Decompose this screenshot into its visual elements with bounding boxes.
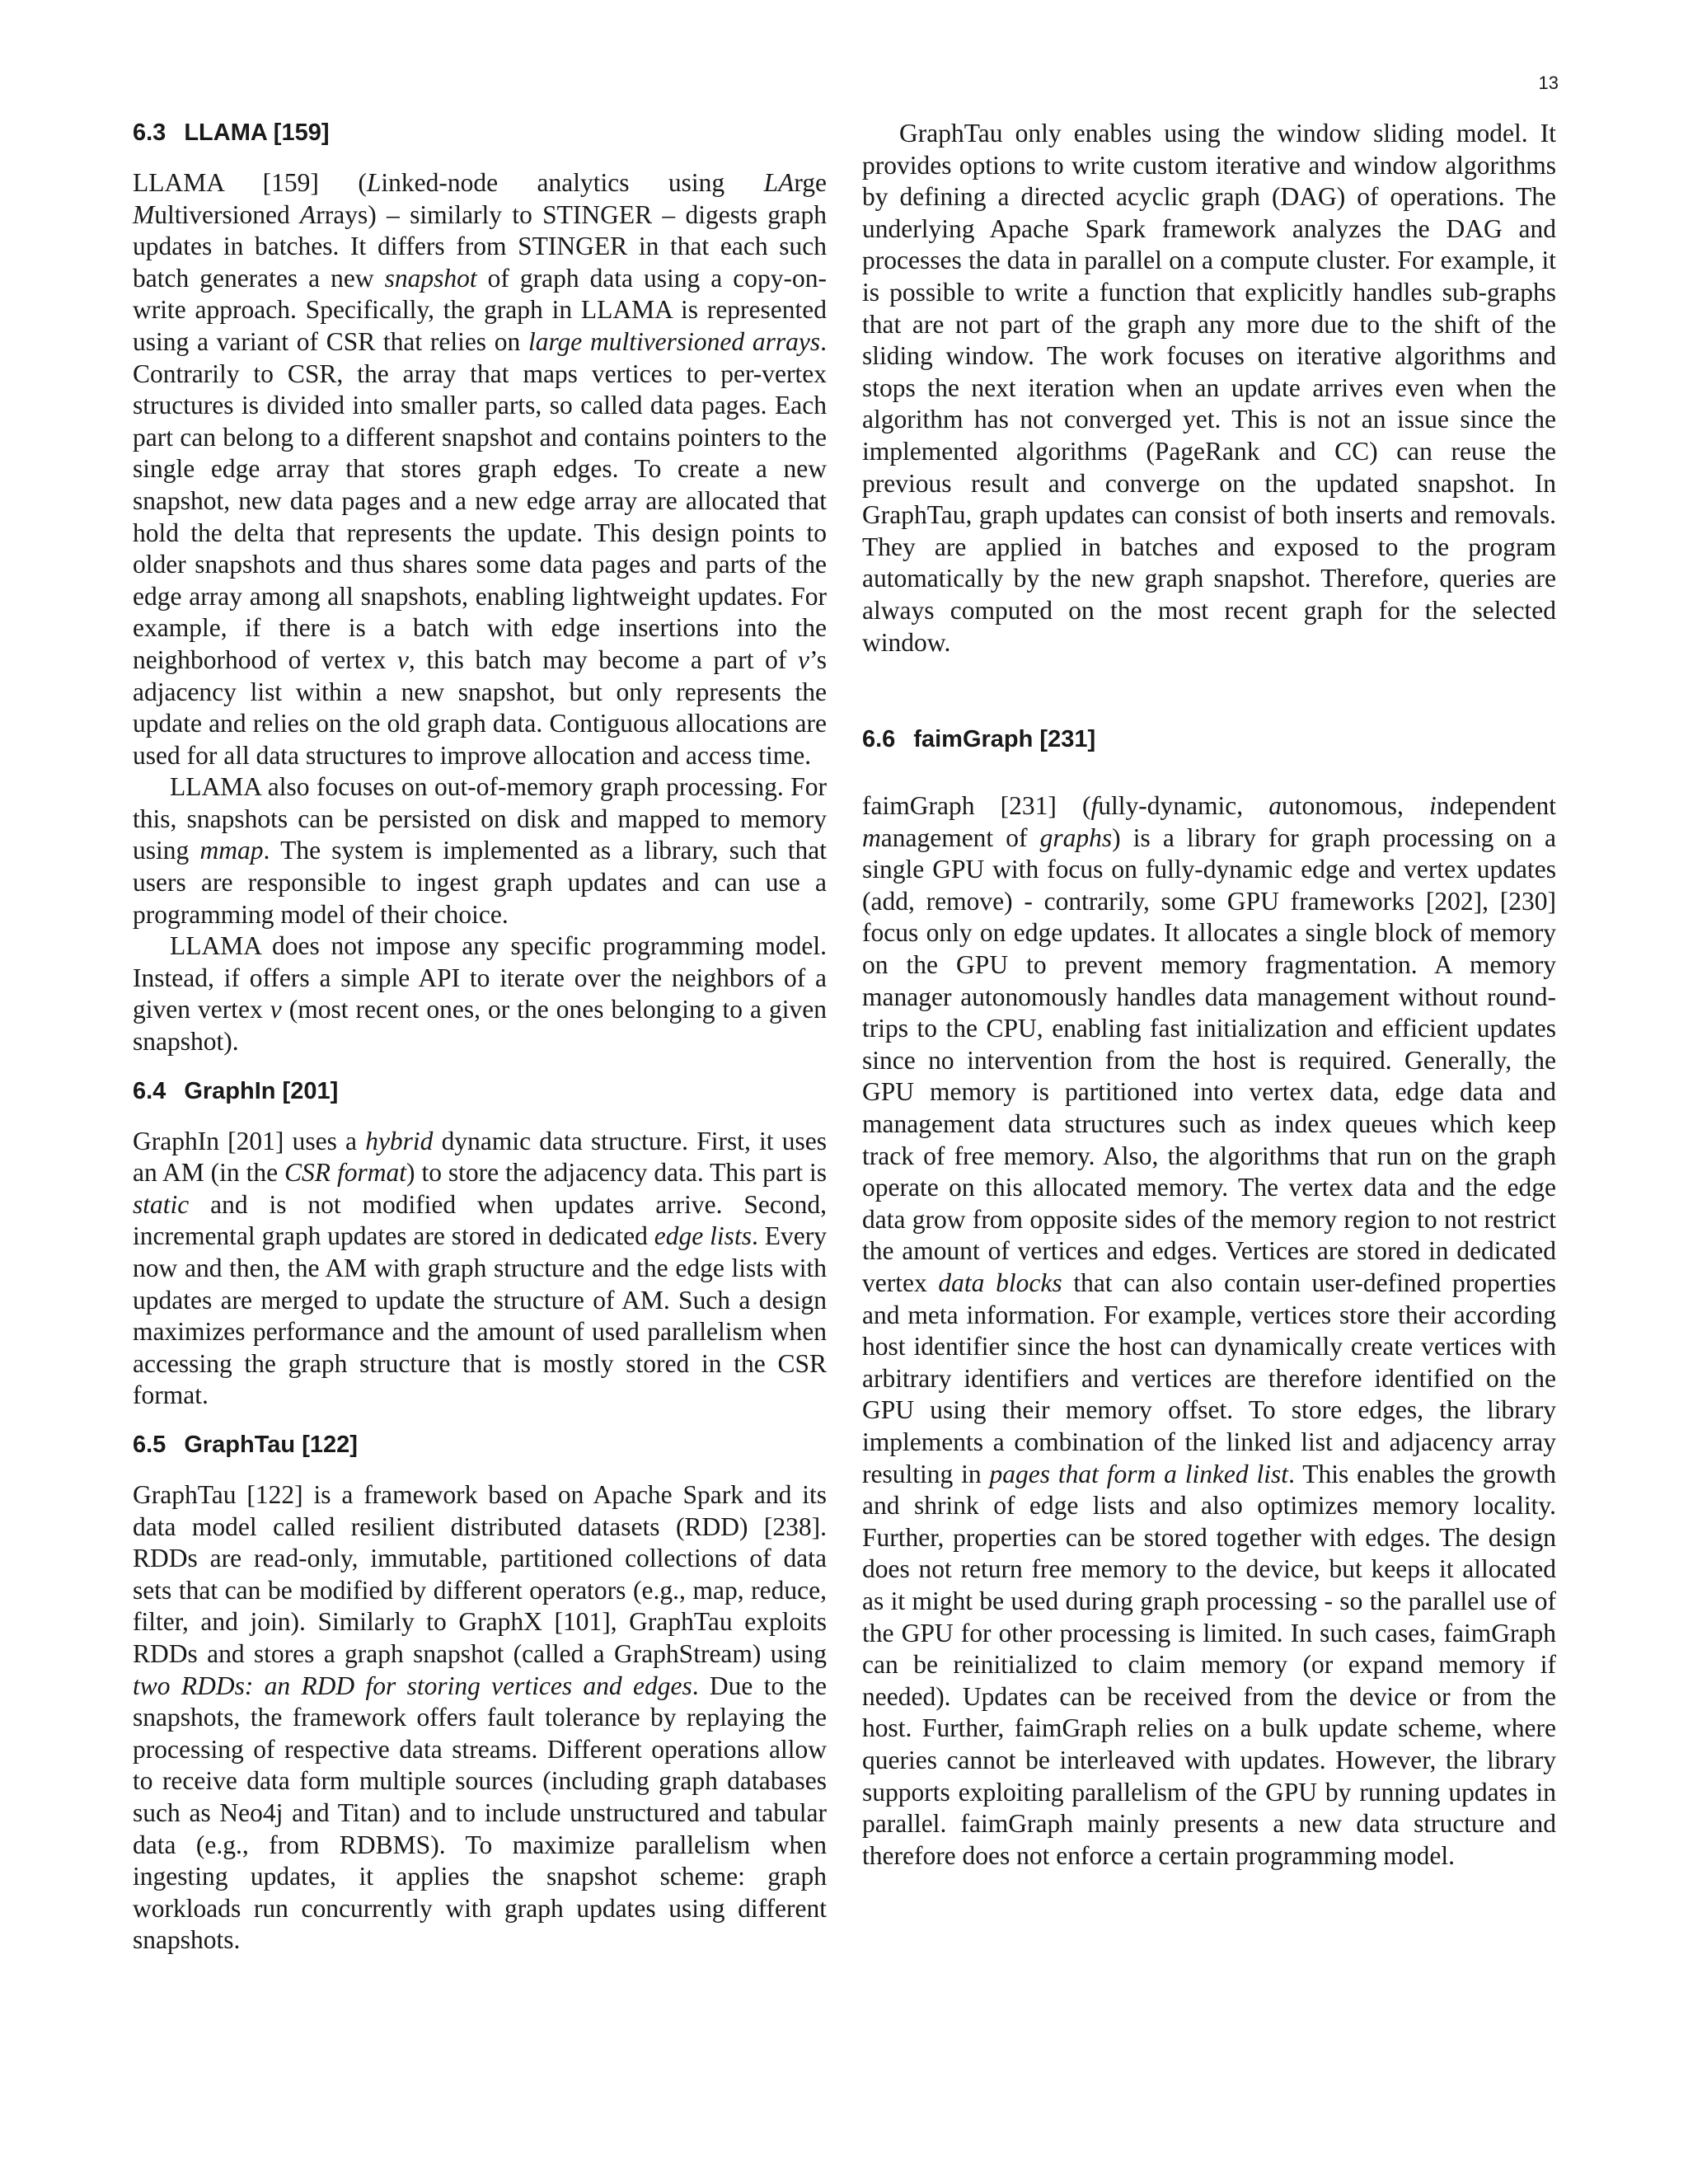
section-number: 6.6 (862, 726, 896, 753)
section-number: 6.4 (133, 1077, 166, 1104)
paragraph: faimGraph [231] (fully-dynamic, autonomous, independent management of graphs) is a library for graph processing on a single GPU with focus on fully-dynamic edge and vertex updates (add, remove) - contrarily, some GPU frameworks [202], [230] focus only on edge updates. It allocates a single block of memory on the GPU to prevent memory fragmentation. A memory manager autonomously handles data management without round-trips to the CPU, enabling fast initialization and efficient updates since no intervention from the host is required. Generally, the GPU memory is partitioned into vertex data, edge data and management data structures such as index queues which keep track of free memory. Also, the algorithms that run on the graph operate on this allocated memory. The vertex data and the edge data grow from opposite sides of the memory region to not restrict the amount of vertices and edges. Vertices are stored in dedicated vertex data blocks that can also contain user-defined properties and meta information. For example, vertices store their according host identifier since the host can dynamically create vertices with arbitrary identifiers and vertices are therefore identified on the GPU using their memory offset. To store edges, the library implements a combination of the linked list and adjacency array resulting in pages that form a linked list. This enables the growth and shrink of edge lists and also optimizes memory locality. Further, properties can be stored together with edges. The design does not return free memory to the device, but keeps it allocated as it might be used during graph processing - so the parallel use of the GPU for other processing is limited. In such cases, faimGraph can be reinitialized to claim memory (or expand memory if needed). Updates can be received from the device or from the host. Further, faimGraph relies on a bulk update scheme, where queries cannot be interleaved with updates. However, the library supports exploiting parallelism of the GPU by running updates in parallel. faimGraph mainly presents a new data structure and therefore does not enforce a certain programming model. (862, 791, 1557, 1870)
right-column (862, 118, 1556, 1872)
section-heading-graphin (133, 1076, 827, 1106)
paragraph: LLAMA also focuses on out-of-memory graph processing. For this, snapshots can be persisted on disk and mapped to memory using mmap. The system is implemented as a library, such that users are responsible to ingest graph updates and can use a programming model of their choice. (133, 772, 827, 929)
section-title: GraphTau [122] (184, 1431, 358, 1458)
left-column (133, 118, 827, 1957)
section-title: GraphIn [201] (184, 1077, 339, 1104)
paragraph: GraphTau only enables using the window sliding model. It provides options to write custom iterative and window algorithms by defining a directed acyclic graph (DAG) of operations. The underlying Apache Spark framework analyzes the DAG and processes the data in parallel on a compute cluster. For example, it is possible to write a function that explicitly handles sub-graphs that are not part of the graph any more due to the shift of the sliding window. The work focuses on iterative algorithms and stops the next iteration when an update arrives even when the algorithm has not converged yet. This is not an issue since the implemented algorithms (PageRank and CC) can reuse the previous result and converge on the updated snapshot. In GraphTau, graph updates can consist of both inserts and removals. They are applied in batches and exposed to the program automatically by the new graph snapshot. Therefore, queries are always computed on the most recent graph for the selected window. (862, 119, 1556, 657)
page-number: 13 (1538, 73, 1559, 93)
section-number: 6.3 (133, 120, 166, 146)
paragraph: LLAMA does not impose any specific programming model. Instead, if offers a simple API to iterate over the neighbors of a given vertex v (most recent ones, or the ones belonging to a given snapshot). (133, 931, 828, 1057)
section-title: faimGraph [231] (913, 726, 1096, 753)
section-number: 6.5 (133, 1431, 166, 1458)
section-heading-llama (133, 118, 827, 148)
paragraph: LLAMA [159] (Linked-node analytics using LArge Multiversioned Arrays) – similarly to STINGER – digests graph updates in batches. It differs from STINGER in that each such batch generates a new snapshot of graph data using a copy-on-write approach. Specifically, the graph in LLAMA is represented using a variant of CSR that relies on large multiversioned arrays. Contrarily to CSR, the array that maps vertices to per-vertex structures is divided into smaller parts, so called data pages. Each part can belong to a different snapshot and contains pointers to the single edge array that stores graph edges. To create a new snapshot, new data pages and a new edge array are allocated that hold the delta that represents the update. This design points to older snapshots and thus shares some data pages and parts of the edge array among all snapshots, enabling lightweight updates. For example, if there is a batch with edge insertions into the neighborhood of vertex v, this batch may become a part of v’s adjacency list within a new snapshot, but only represents the update and relies on the old graph data. Contiguous allocations are used for all data structures to improve allocation and access time. (133, 168, 827, 770)
section-title: LLAMA [159] (184, 120, 330, 146)
paragraph: GraphIn [201] uses a hybrid dynamic data structure. First, it uses an AM (in the CSR format) to store the adjacency data. This part is static and is not modified when updates arrive. Second, incremental graph updates are stored in dedicated edge lists. Every now and then, the AM with graph structure and the edge lists with updates are merged to update the structure of AM. Such a design maximizes performance and the amount of used parallelism when accessing the graph structure that is mostly stored in the CSR format. (133, 1126, 827, 1410)
section-heading-faimgraph (862, 724, 1556, 754)
paragraph: GraphTau [122] is a framework based on Apache Spark and its data model called resilient distributed datasets (RDD) [238]. RDDs are read-only, immutable, partitioned collections of data sets that can be modified by different operators (e.g., map, reduce, filter, and join). Similarly to GraphX [101], GraphTau exploits RDDs and stores a graph snapshot (called a GraphStream) using two RDDs: an RDD for storing vertices and edges. Due to the snapshots, the framework offers fault tolerance by replaying the processing of respective data streams. Different operations allow to receive data form multiple sources (including graph databases such as Neo4j and Titan) and to include unstructured and tabular data (e.g., from RDBMS). To maximize parallelism when ingesting updates, it applies the snapshot scheme: graph workloads run concurrently with graph updates using different snapshots. (133, 1479, 828, 1955)
section-heading-graphtau (133, 1430, 827, 1460)
